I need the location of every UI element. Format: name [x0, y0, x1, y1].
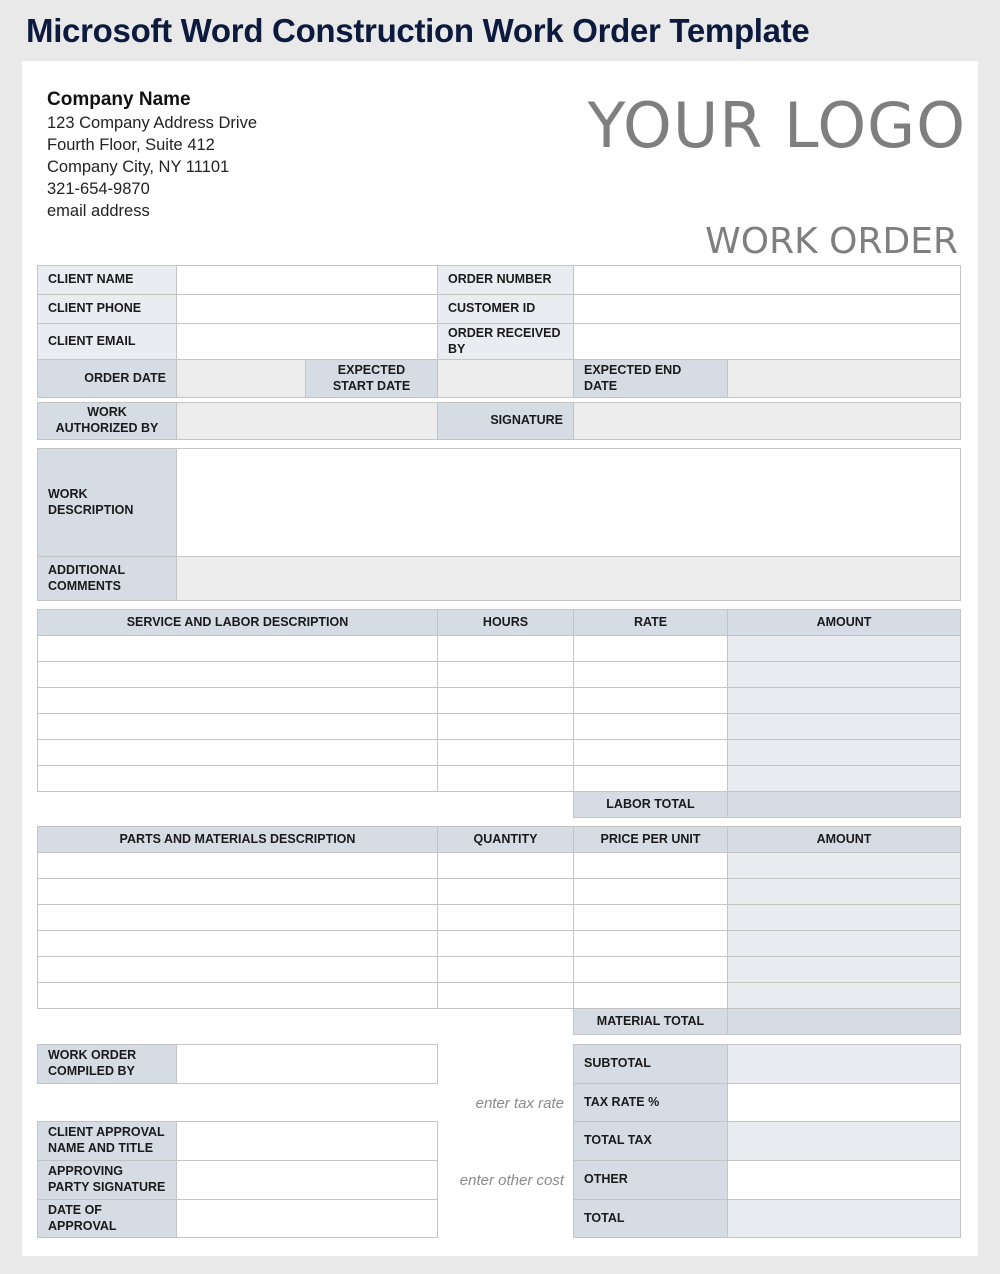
customer-id-label: CUSTOMER ID [438, 295, 574, 324]
client-info-table [37, 265, 961, 398]
company-phone: 321-654-9870 [47, 180, 150, 198]
order-date-label: ORDER DATE [38, 360, 177, 398]
expected-end-date-label: EXPECTED END DATE [574, 360, 728, 398]
material-amount-cell [728, 957, 961, 983]
signature-label: SIGNATURE [438, 403, 574, 440]
work-authorized-by-label: WORK AUTHORIZED BY [38, 403, 177, 440]
labor-header-amount: AMOUNT [728, 610, 961, 636]
tax-rate-label: TAX RATE % [574, 1084, 728, 1122]
work-description-label: WORK DESCRIPTION [38, 449, 177, 557]
material-total-label: MATERIAL TOTAL [574, 1009, 728, 1035]
order-received-by-label: ORDER RECEIVED BY [438, 324, 574, 360]
summary-table [573, 1044, 961, 1238]
labor-description-cell[interactable] [38, 662, 438, 688]
subtotal-value [728, 1045, 961, 1084]
date-of-approval-field[interactable] [177, 1200, 438, 1238]
materials-table [37, 826, 961, 1035]
compiled-by-field[interactable] [177, 1045, 438, 1084]
material-quantity-cell[interactable] [438, 853, 574, 879]
additional-comments-label: ADDITIONAL COMMENTS [38, 557, 177, 601]
material-quantity-cell[interactable] [438, 879, 574, 905]
approving-signature-label: APPROVING PARTY SIGNATURE [38, 1161, 177, 1200]
material-total-spacer [38, 1009, 574, 1035]
materials-row [38, 905, 961, 931]
labor-amount-cell [728, 740, 961, 766]
labor-total-value [728, 792, 961, 818]
labor-row [38, 714, 961, 740]
material-quantity-cell[interactable] [438, 931, 574, 957]
material-quantity-cell[interactable] [438, 957, 574, 983]
labor-hours-cell[interactable] [438, 662, 574, 688]
materials-header-quantity: QUANTITY [438, 827, 574, 853]
material-price-cell[interactable] [574, 957, 728, 983]
labor-hours-cell[interactable] [438, 766, 574, 792]
tax-rate-field[interactable] [728, 1084, 961, 1122]
material-price-cell[interactable] [574, 879, 728, 905]
tax-rate-hint: enter tax rate [475, 1095, 564, 1112]
labor-amount-cell [728, 714, 961, 740]
approval-table [37, 1121, 438, 1238]
labor-rate-cell[interactable] [574, 740, 728, 766]
labor-description-cell[interactable] [38, 688, 438, 714]
material-amount-cell [728, 931, 961, 957]
other-field[interactable] [728, 1161, 961, 1200]
compiled-by-table [37, 1044, 438, 1084]
materials-row [38, 983, 961, 1009]
total-value [728, 1200, 961, 1238]
total-tax-label: TOTAL TAX [574, 1122, 728, 1161]
signature-field[interactable] [574, 403, 961, 440]
labor-total-spacer [38, 792, 574, 818]
material-amount-cell [728, 905, 961, 931]
labor-description-cell[interactable] [38, 714, 438, 740]
page-title: Microsoft Word Construction Work Order Template [26, 12, 810, 49]
client-approval-label: CLIENT APPROVAL NAME AND TITLE [38, 1122, 177, 1161]
labor-table [37, 609, 961, 818]
material-price-cell[interactable] [574, 931, 728, 957]
labor-hours-cell[interactable] [438, 688, 574, 714]
other-label: OTHER [574, 1161, 728, 1200]
total-tax-value [728, 1122, 961, 1161]
work-authorized-by-field[interactable] [177, 403, 438, 440]
logo-placeholder: YOUR LOGO [587, 89, 966, 162]
material-amount-cell [728, 853, 961, 879]
labor-description-cell[interactable] [38, 636, 438, 662]
material-price-cell[interactable] [574, 853, 728, 879]
labor-row [38, 636, 961, 662]
labor-hours-cell[interactable] [438, 740, 574, 766]
materials-row [38, 931, 961, 957]
authorization-table [37, 402, 961, 440]
labor-amount-cell [728, 636, 961, 662]
form-title: WORK ORDER [705, 221, 958, 262]
labor-rate-cell[interactable] [574, 766, 728, 792]
material-price-cell[interactable] [574, 905, 728, 931]
customer-id-field[interactable] [574, 295, 961, 324]
company-address-line1: 123 Company Address Drive [47, 114, 258, 132]
compiled-by-label: WORK ORDER COMPILED BY [38, 1045, 177, 1084]
materials-header-price-per-unit: PRICE PER UNIT [574, 827, 728, 853]
expected-end-date-field[interactable] [728, 360, 961, 398]
material-description-cell[interactable] [38, 879, 438, 905]
order-number-label: ORDER NUMBER [438, 266, 574, 295]
labor-amount-cell [728, 688, 961, 714]
labor-total-label: LABOR TOTAL [574, 792, 728, 818]
labor-description-cell[interactable] [38, 740, 438, 766]
additional-comments-field[interactable] [177, 557, 961, 601]
order-received-by-field[interactable] [574, 324, 961, 360]
labor-row [38, 662, 961, 688]
material-description-cell[interactable] [38, 983, 438, 1009]
labor-hours-cell[interactable] [438, 714, 574, 740]
labor-rate-cell[interactable] [574, 636, 728, 662]
material-amount-cell [728, 879, 961, 905]
labor-row [38, 688, 961, 714]
total-label: TOTAL [574, 1200, 728, 1238]
materials-header-description: PARTS AND MATERIALS DESCRIPTION [38, 827, 438, 853]
order-number-field[interactable] [574, 266, 961, 295]
labor-header-description: SERVICE AND LABOR DESCRIPTION [38, 610, 438, 636]
date-of-approval-label: DATE OF APPROVAL [38, 1200, 177, 1238]
materials-row [38, 853, 961, 879]
labor-row [38, 766, 961, 792]
labor-rate-cell[interactable] [574, 662, 728, 688]
approving-signature-field[interactable] [177, 1161, 438, 1200]
client-name-field[interactable] [177, 266, 438, 295]
materials-row [38, 879, 961, 905]
material-amount-cell [728, 983, 961, 1009]
description-table [37, 448, 961, 601]
material-description-cell[interactable] [38, 957, 438, 983]
material-description-cell[interactable] [38, 905, 438, 931]
work-order-sheet [22, 61, 978, 1256]
other-cost-hint: enter other cost [459, 1172, 564, 1189]
company-city: Company City, NY 11101 [47, 158, 230, 176]
material-quantity-cell[interactable] [438, 983, 574, 1009]
material-description-cell[interactable] [38, 853, 438, 879]
labor-header-hours: HOURS [438, 610, 574, 636]
client-phone-field[interactable] [177, 295, 438, 324]
expected-start-date-label: EXPECTED START DATE [306, 360, 438, 398]
company-email: email address [47, 202, 150, 220]
client-phone-label: CLIENT PHONE [38, 295, 177, 324]
labor-description-cell[interactable] [38, 766, 438, 792]
labor-amount-cell [728, 662, 961, 688]
material-price-cell[interactable] [574, 983, 728, 1009]
work-description-field[interactable] [177, 449, 961, 557]
subtotal-label: SUBTOTAL [574, 1045, 728, 1084]
client-email-field[interactable] [177, 324, 438, 360]
labor-rate-cell[interactable] [574, 688, 728, 714]
material-total-value [728, 1009, 961, 1035]
labor-header-rate: RATE [574, 610, 728, 636]
client-name-label: CLIENT NAME [38, 266, 177, 295]
labor-amount-cell [728, 766, 961, 792]
material-description-cell[interactable] [38, 931, 438, 957]
labor-rate-cell[interactable] [574, 714, 728, 740]
labor-row [38, 740, 961, 766]
labor-hours-cell[interactable] [438, 636, 574, 662]
client-email-label: CLIENT EMAIL [38, 324, 177, 360]
company-name: Company Name [47, 89, 191, 110]
materials-row [38, 957, 961, 983]
materials-header-amount: AMOUNT [728, 827, 961, 853]
client-approval-field[interactable] [177, 1122, 438, 1161]
order-date-field[interactable] [177, 360, 306, 398]
expected-start-date-field[interactable] [438, 360, 574, 398]
material-quantity-cell[interactable] [438, 905, 574, 931]
company-address-line2: Fourth Floor, Suite 412 [47, 136, 215, 154]
